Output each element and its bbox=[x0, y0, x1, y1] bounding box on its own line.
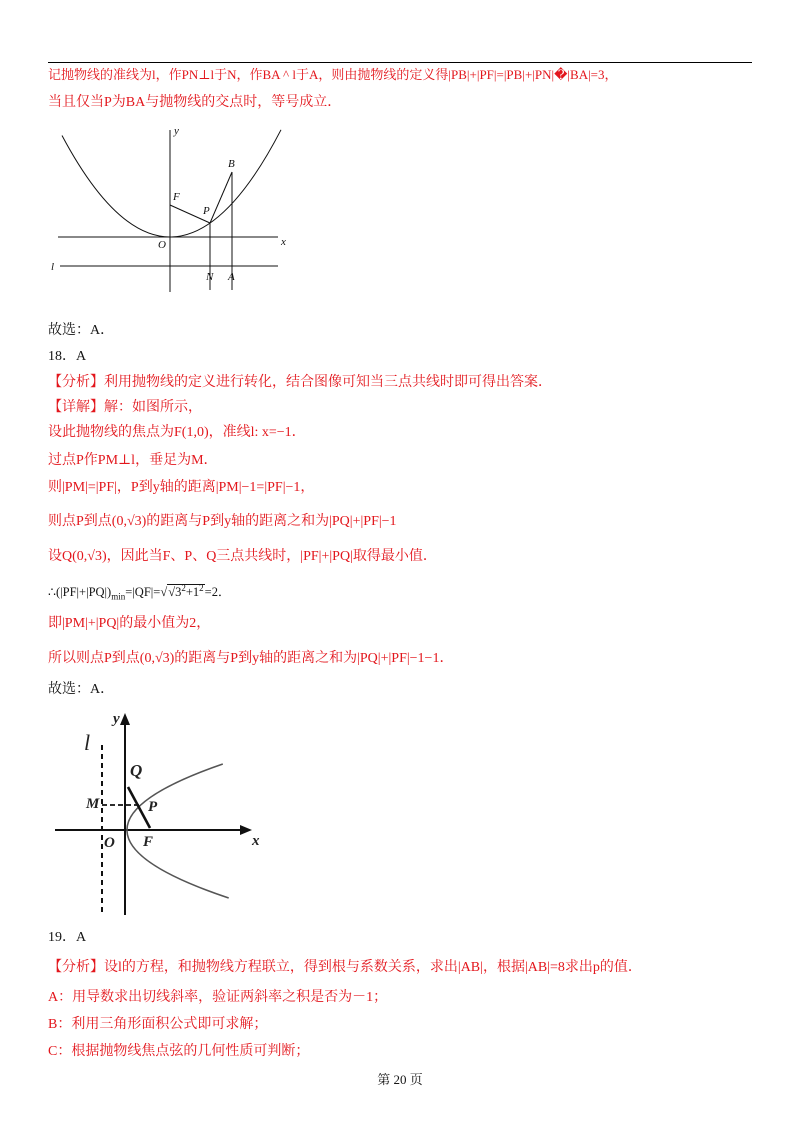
question-19-option-b: B：利用三角形面积公式即可求解； bbox=[48, 1017, 268, 1032]
label-l: l bbox=[84, 730, 91, 755]
question-19-heading: 19．A bbox=[48, 930, 87, 945]
question-18-step-5: 设Q(0,√3)，因此当F、P、Q三点共线时，|PF|+|PQ|取得最小值． bbox=[48, 549, 437, 564]
min-line-radical: √ bbox=[160, 585, 168, 599]
header-rule bbox=[48, 62, 752, 63]
label-f: F bbox=[143, 834, 154, 850]
text-line-directrix: 记抛物线的准线为l，作PN⊥l于N，作BA ^ l于A，则由抛物线的定义得|PB|+|PF|=|PB|+|PN|�|BA|=3， bbox=[48, 67, 618, 82]
label-o: O bbox=[158, 239, 166, 251]
question-18-step-6: 即|PM|+|PQ|的最小值为2， bbox=[48, 616, 211, 631]
question-18-step-2: 过点P作PM⊥l，垂足为M． bbox=[48, 453, 218, 468]
segment-qf bbox=[128, 787, 150, 828]
question-19-analysis: 【分析】设l的方程，和抛物线方程联立，得到根与系数关系，求出|AB|，根据|AB|=8求出p的值． bbox=[48, 960, 642, 975]
question-18-step-7: 所以则点P到点(0,√3)的距离与P到y轴的距离之和为|PQ|+|PF|−1−1． bbox=[48, 651, 454, 666]
label-q: Q bbox=[130, 761, 143, 780]
question-19-option-c: C：根据抛物线焦点弦的几何性质可判断； bbox=[48, 1044, 310, 1059]
label-p: P bbox=[148, 799, 158, 815]
y-axis-arrow bbox=[120, 713, 130, 725]
question-18-step-4: 则点P到点(0,√3)的距离与P到y轴的距离之和为|PQ|+|PF|−1 bbox=[48, 514, 397, 529]
question-18-analysis: 【分析】利用抛物线的定义进行转化，结合图像可知当三点共线时即可得出答案． bbox=[48, 375, 552, 390]
label-o: O bbox=[104, 835, 115, 851]
question-18-min-line bbox=[48, 583, 230, 601]
label-a: A bbox=[228, 271, 235, 283]
min-line-mid: =|QF|= bbox=[125, 585, 161, 599]
parabola-curve bbox=[62, 130, 281, 237]
question-18-heading: 18．A bbox=[48, 349, 87, 364]
radicand-plus: +1 bbox=[185, 585, 200, 599]
answer-18: 故选：A． bbox=[48, 682, 115, 697]
radicand-a: √3 bbox=[168, 585, 182, 599]
label-y: y bbox=[113, 711, 120, 727]
label-n: N bbox=[206, 271, 214, 283]
label-m: M bbox=[86, 796, 100, 812]
radicand-exp-b: 2 bbox=[199, 582, 204, 593]
question-18-detail: 【详解】解：如图所示， bbox=[48, 400, 202, 415]
figure-parabola-1 bbox=[40, 120, 295, 295]
min-line-tail: =2． bbox=[204, 585, 231, 599]
label-x: x bbox=[281, 236, 286, 248]
min-line-radicand bbox=[167, 584, 204, 599]
page-footer: 第 20 页 bbox=[377, 1072, 423, 1087]
x-axis-arrow bbox=[240, 825, 252, 835]
min-line-lead: ∴(|PF|+|PQ|) bbox=[48, 585, 112, 599]
text-line-equality: 当且仅当P为BA与抛物线的交点时，等号成立． bbox=[48, 95, 342, 110]
segment-pb bbox=[210, 172, 232, 223]
label-f: F bbox=[173, 191, 180, 203]
question-18-step-3: 则|PM|=|PF|，P到y轴的距离|PM|−1=|PF|−1， bbox=[48, 480, 315, 495]
label-l: l bbox=[51, 261, 55, 273]
label-x: x bbox=[252, 833, 260, 849]
radicand-exp-a: 2 bbox=[181, 582, 186, 593]
question-18-step-1: 设此抛物线的焦点为F(1,0)，准线l: x=−1． bbox=[48, 425, 306, 440]
label-y: y bbox=[174, 125, 179, 137]
min-line-sub: min bbox=[111, 591, 126, 602]
label-p: P bbox=[203, 205, 210, 217]
answer-17: 故选：A． bbox=[48, 323, 115, 338]
figure-parabola-2 bbox=[48, 705, 263, 920]
question-19-option-a: A：用导数求出切线斜率，验证两斜率之积是否为－1； bbox=[48, 990, 388, 1005]
label-b: B bbox=[228, 158, 235, 170]
